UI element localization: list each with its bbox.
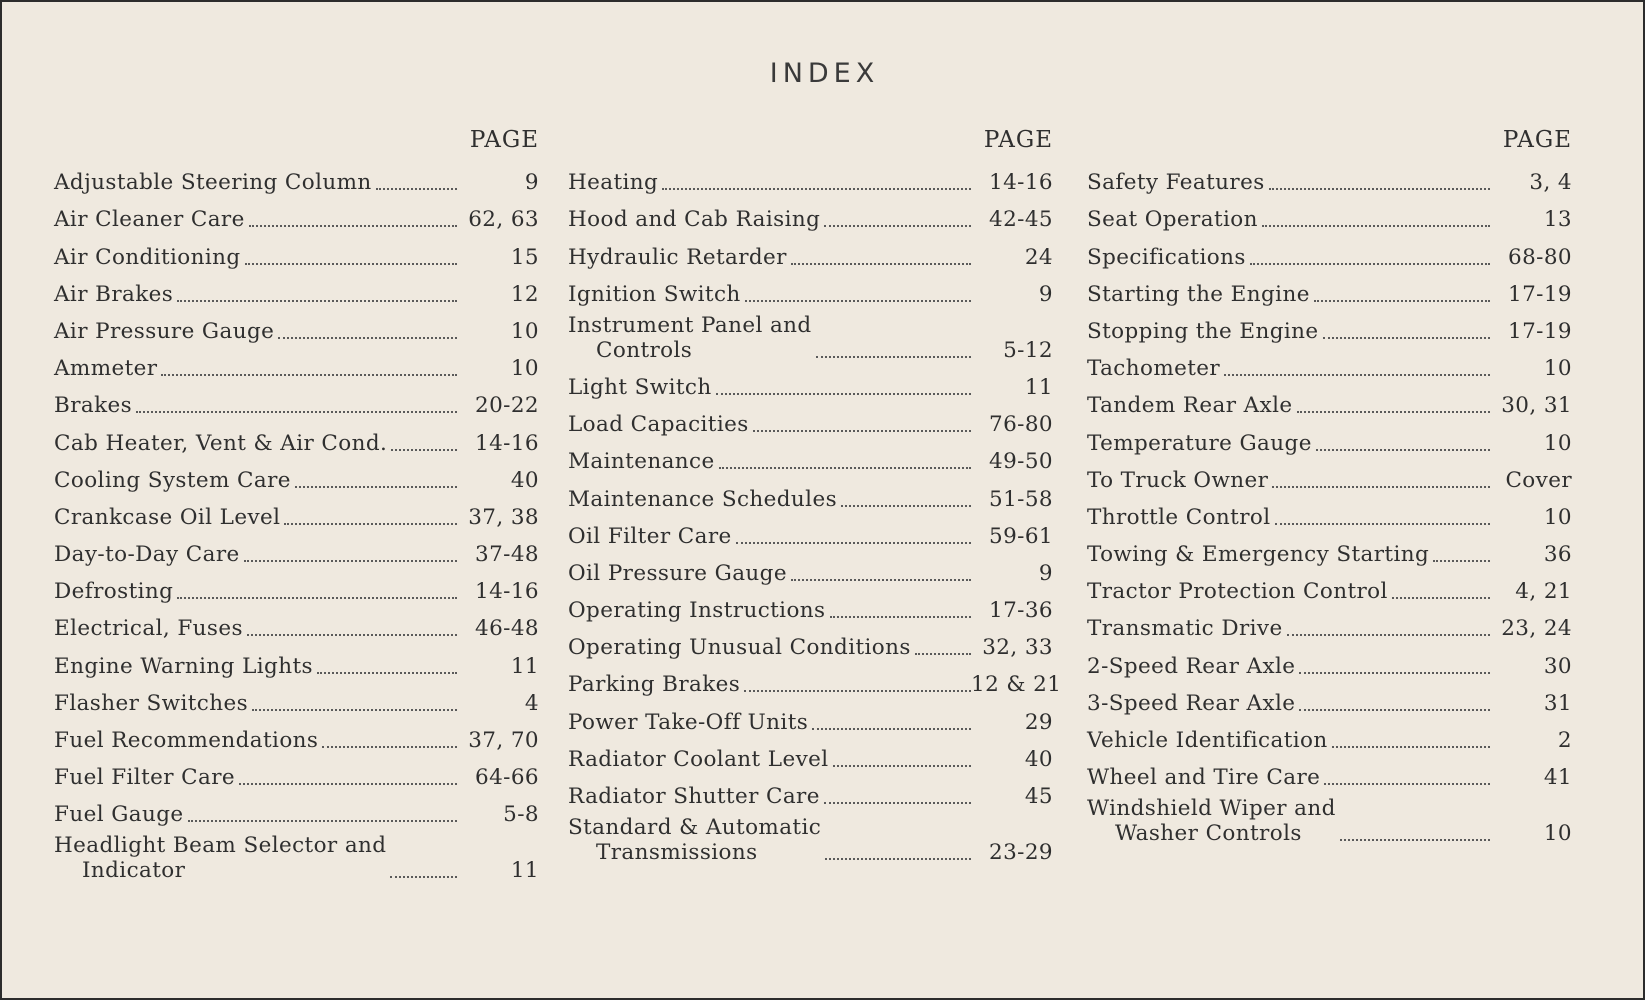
index-entry-page: 23-29: [989, 840, 1053, 865]
index-entry: [1087, 716, 1572, 753]
index-entry-text: [568, 245, 791, 270]
index-entry-text: [568, 170, 662, 195]
index-entry-title: Maintenance: [568, 449, 715, 475]
index-entry-title: Standard & Automatic: [568, 815, 822, 840]
index-entry-text: [1087, 691, 1299, 716]
dot-leader: [1269, 176, 1490, 190]
index-entry-page: 59-61: [989, 523, 1053, 549]
index-entry: [568, 735, 1053, 772]
dot-leader: [188, 808, 457, 822]
dot-leader: [1287, 622, 1490, 636]
index-entry: [568, 586, 1053, 623]
index-entry: [1087, 344, 1572, 381]
dot-leader: [830, 604, 972, 618]
index-entry-title: Transmatic Drive: [1087, 616, 1283, 642]
index-entry-text: [1087, 393, 1297, 418]
index-entry: [54, 530, 539, 567]
index-entry-text: [568, 747, 833, 772]
dot-leader: [841, 493, 971, 507]
index-entry-text: [1087, 207, 1262, 232]
index-entry: [568, 232, 1053, 269]
index-entry-page: 76-80: [989, 412, 1053, 438]
dot-leader: [1272, 474, 1490, 488]
index-entry-text: [1087, 579, 1392, 604]
index-entry-title: Wheel and Tire Care: [1087, 765, 1321, 791]
index-entry-title: Tachometer: [1087, 356, 1221, 382]
index-entry-title: Air Pressure Gauge: [54, 318, 275, 344]
index-column-3: [1087, 122, 1572, 846]
dot-leader: [317, 660, 457, 674]
page-column-header: PAGE: [1502, 127, 1572, 153]
index-entry: [54, 604, 539, 641]
index-entry-title: Light Switch: [568, 374, 712, 400]
index-entry: [568, 512, 1053, 549]
index-entry-title: Fuel Recommendations: [54, 728, 319, 753]
dot-leader: [1433, 548, 1490, 562]
index-entry-text: [1087, 282, 1314, 307]
index-entry-title: Heating: [568, 170, 659, 196]
dot-leader: [1332, 734, 1490, 748]
index-entry-title: Maintenance Schedules: [568, 486, 838, 512]
index-entry: [54, 641, 539, 678]
index-entry-title: Cab Heater, Vent & Air Cond.: [54, 430, 388, 456]
index-entry-page: 3, 4: [1529, 170, 1572, 196]
index-entry: [1087, 493, 1572, 530]
dot-leader: [249, 213, 457, 227]
index-entry: [54, 307, 539, 344]
index-entry-title: Tractor Protection Control: [1087, 579, 1388, 605]
index-entry: [568, 363, 1053, 400]
index-entry-text: [54, 765, 239, 790]
index-entry-page: 46-48: [475, 616, 539, 642]
dot-leader: [744, 678, 971, 692]
index-entry-title: Fuel Filter Care: [54, 765, 236, 791]
index-entry-page: 45: [1024, 784, 1053, 809]
index-entry-text: [54, 505, 284, 530]
index-entry-text: [54, 319, 278, 344]
index-entry-page: 17-19: [1508, 281, 1572, 307]
index-entry: [54, 381, 539, 418]
index-entry-title: Throttle Control: [1087, 504, 1271, 530]
index-entry-title: Headlight Beam Selector and: [54, 833, 387, 859]
index-entry-page: 68-80: [1508, 244, 1572, 270]
index-entry-page: 37-48: [475, 542, 539, 568]
index-entry-text: [568, 282, 745, 307]
index-entry: [54, 790, 539, 827]
index-entry-title: Seat Operation: [1087, 207, 1258, 233]
dot-leader: [1299, 660, 1490, 674]
index-entry-text: [568, 412, 753, 437]
index-entry-page: 13: [1543, 207, 1572, 233]
index-entry: [1087, 232, 1572, 269]
index-entry-page: 10: [1543, 821, 1572, 847]
index-entry: [568, 158, 1053, 195]
dot-leader: [295, 474, 457, 488]
index-entry-text: [568, 815, 825, 865]
index-entry: [54, 195, 539, 232]
index-entry: [1087, 195, 1572, 232]
index-entry: [54, 567, 539, 604]
index-entry: [568, 623, 1053, 660]
dot-leader: [1275, 511, 1490, 525]
index-entry-page: 2: [1557, 728, 1572, 753]
dot-leader: [322, 734, 457, 748]
index-entry: [1087, 418, 1572, 455]
index-entry-text: [54, 393, 136, 418]
index-entry-text: [568, 207, 824, 232]
index-entry-text: [1087, 319, 1323, 344]
index-entry-page: 37, 70: [468, 728, 539, 753]
index-entry-text: [54, 616, 247, 641]
page-column-header: PAGE: [983, 127, 1053, 153]
page-title: INDEX: [769, 58, 880, 89]
index-entry-title: Defrosting: [54, 579, 174, 605]
index-entry-text: [568, 672, 744, 697]
index-entry: [568, 549, 1053, 586]
dot-leader: [719, 455, 971, 469]
index-entry-text: [568, 710, 812, 735]
index-entry-title: Safety Features: [1087, 170, 1265, 196]
dot-leader: [716, 381, 971, 395]
dot-leader: [825, 846, 971, 860]
index-entry-text: [568, 487, 841, 512]
index-entry-title: Air Brakes: [54, 281, 174, 307]
index-entry-page: 23, 24: [1501, 616, 1572, 642]
index-entry: [54, 716, 539, 753]
index-entry-text: [54, 654, 317, 679]
index-entry-text: [568, 524, 736, 549]
page-column-header: PAGE: [469, 127, 539, 153]
index-entry-text: [54, 579, 177, 604]
index-entry-page: 51-58: [989, 486, 1053, 512]
index-entry-title: Power Take-Off Units: [568, 709, 809, 735]
index-entry: [1087, 158, 1572, 195]
index-entry-text: [54, 468, 295, 493]
index-entry: [54, 270, 539, 307]
index-entry-page: 30, 31: [1501, 393, 1572, 419]
index-entry-page: 4: [524, 690, 539, 716]
index-entry-text: [568, 598, 830, 623]
index-entry-page: 12 & 21: [971, 672, 1062, 698]
index-entry-title: Air Cleaner Care: [54, 207, 245, 233]
index-entry-page: 12: [510, 281, 539, 307]
index-entry: [1087, 456, 1572, 493]
dot-leader: [753, 418, 971, 432]
index-entry-text: [54, 282, 177, 307]
index-entry-title: Windshield Wiper and: [1087, 796, 1336, 822]
index-entry: [568, 195, 1053, 232]
index-entry: [1087, 307, 1572, 344]
index-entry-text: [1087, 765, 1324, 790]
index-entry-title: Crankcase Oil Level: [54, 504, 281, 530]
index-entry: [54, 753, 539, 790]
index-entry-text: [568, 561, 791, 586]
index-entry-page: 14-16: [475, 430, 539, 456]
index-entry-page: 11: [510, 858, 539, 884]
index-entry-text: [568, 635, 915, 660]
dot-leader: [1297, 399, 1490, 413]
dot-leader: [247, 622, 457, 636]
index-entry-page: 42-45: [989, 207, 1053, 233]
index-entry-text: [1087, 654, 1299, 679]
index-entry: [568, 270, 1053, 307]
index-entry-page: 17-36: [989, 598, 1053, 624]
dot-leader: [816, 344, 971, 358]
index-entry-title-continued: Transmissions: [596, 840, 758, 865]
index-entry-title: Air Conditioning: [54, 244, 241, 270]
index-entry: [54, 158, 539, 195]
dot-leader: [824, 213, 971, 227]
dot-leader: [177, 585, 457, 599]
index-entry-text: [1087, 468, 1272, 493]
index-entry-text: [54, 833, 390, 883]
dot-leader: [745, 288, 971, 302]
index-entry-title: Operating Instructions: [568, 598, 826, 624]
index-entry-title: Oil Pressure Gauge: [568, 560, 787, 586]
index-entry-title: Day-to-Day Care: [54, 542, 240, 568]
index-entry-title: Radiator Shutter Care: [568, 784, 820, 809]
index-entry-title: Temperature Gauge: [1087, 430, 1312, 456]
index-entry-page: 62, 63: [468, 207, 539, 233]
index-entry: [568, 809, 1053, 865]
dot-leader: [161, 362, 457, 376]
index-entry-title: Vehicle Identification: [1087, 728, 1328, 753]
dot-leader: [915, 641, 971, 655]
index-entry-title: Towing & Emergency Starting: [1087, 542, 1430, 568]
index-entry-title-continued: Controls: [596, 337, 693, 363]
dot-leader: [1340, 827, 1490, 841]
index-entry-text: [54, 207, 249, 232]
dot-leader: [824, 790, 971, 804]
index-entry: [568, 307, 1053, 363]
index-entry-text: [54, 802, 188, 827]
dot-leader: [278, 325, 457, 339]
index-entry: [54, 679, 539, 716]
index-entry-page: 4, 21: [1515, 579, 1572, 605]
index-entry: [54, 344, 539, 381]
index-entry-page: 64-66: [475, 765, 539, 791]
index-entry-title: Electrical, Fuses: [54, 616, 243, 642]
index-entry: [568, 660, 1062, 698]
index-entry: [1087, 679, 1572, 716]
index-entry-title: Ammeter: [54, 356, 158, 382]
index-entry: [1087, 641, 1572, 678]
index-entry-text: [568, 313, 816, 363]
index-entry-text: [568, 449, 719, 474]
index-entry-title: Hood and Cab Raising: [568, 207, 821, 233]
dot-leader: [812, 716, 971, 730]
index-entry-page: 40: [510, 467, 539, 493]
index-entry: [568, 474, 1053, 511]
index-entry: [1087, 567, 1572, 604]
dot-leader: [1323, 325, 1490, 339]
index-entries: [568, 158, 1062, 865]
index-entry-page: 41: [1543, 765, 1572, 791]
index-entry: [568, 400, 1053, 437]
index-entry-page: 9: [1038, 560, 1053, 586]
index-entry-page: 40: [1024, 746, 1053, 772]
dot-leader: [245, 251, 457, 265]
index-entry-page: 9: [1038, 281, 1053, 307]
dot-leader: [1314, 288, 1490, 302]
index-entry-title: 2-Speed Rear Axle: [1087, 653, 1296, 679]
index-entry: [54, 827, 539, 883]
dot-leader: [1299, 697, 1490, 711]
index-entry-title: Radiator Coolant Level: [568, 746, 829, 772]
index-entry-text: [1087, 170, 1269, 195]
index-entry-text: [1087, 542, 1433, 567]
index-entry: [1087, 790, 1572, 846]
index-entry-page: 31: [1543, 690, 1572, 716]
index-entry-title: To Truck Owner: [1087, 467, 1269, 493]
index-entry-title: Operating Unusual Conditions: [568, 635, 911, 661]
index-entry-text: [1087, 245, 1250, 270]
dot-leader: [252, 697, 457, 711]
index-entry-page: 10: [1543, 504, 1572, 530]
index-entry: [1087, 753, 1572, 790]
dot-leader: [391, 437, 457, 451]
index-entry: [54, 493, 539, 530]
index-entry-text: [54, 170, 376, 195]
dot-leader: [833, 753, 971, 767]
index-entry-title: Flasher Switches: [54, 690, 249, 716]
dot-leader: [177, 288, 457, 302]
index-entry-page: 15: [510, 244, 539, 270]
index-entry-text: [54, 356, 161, 381]
index-entry-page: 49-50: [989, 449, 1053, 475]
index-entry-text: [568, 784, 824, 809]
index-entry-page: 10: [510, 356, 539, 382]
index-entry-text: [54, 728, 322, 753]
index-entry-page: 32, 33: [982, 635, 1053, 661]
index-entry: [568, 772, 1053, 809]
index-entry-page: 17-19: [1508, 318, 1572, 344]
index-entry-text: [54, 431, 391, 456]
index-entry-title-continued: Washer Controls: [1115, 821, 1302, 847]
index-column-2: [568, 122, 1062, 865]
index-entry: [1087, 530, 1572, 567]
index-entry-title: Load Capacities: [568, 412, 749, 438]
index-entry-page: 10: [1543, 356, 1572, 382]
index-entry-page: 9: [524, 170, 539, 196]
dot-leader: [1262, 213, 1490, 227]
dot-leader: [1392, 585, 1490, 599]
index-entry-text: [54, 542, 244, 567]
index-entry: [1087, 270, 1572, 307]
dot-leader: [1316, 437, 1490, 451]
index-entry-title: Tandem Rear Axle: [1087, 393, 1293, 419]
index-entry: [1087, 604, 1572, 641]
index-entry-page: 14-16: [475, 579, 539, 605]
index-entry: [1087, 381, 1572, 418]
index-entry-page: 5-8: [503, 802, 539, 828]
dot-leader: [662, 176, 971, 190]
index-entry-title: Oil Filter Care: [568, 523, 732, 549]
dot-leader: [1224, 362, 1490, 376]
index-entry: [568, 697, 1053, 734]
dot-leader: [791, 251, 971, 265]
index-entry: [568, 437, 1053, 474]
index-entries: [54, 158, 539, 883]
index-entry-page: 37, 38: [468, 504, 539, 530]
dot-leader: [736, 530, 971, 544]
index-entry-title: Cooling System Care: [54, 467, 291, 493]
index-entry-page: 20-22: [475, 393, 539, 419]
dot-leader: [136, 399, 457, 413]
index-entry-title: Specifications: [1087, 244, 1246, 270]
index-entry-page: 11: [1024, 374, 1053, 400]
index-entry-title: Parking Brakes: [568, 672, 741, 698]
index-entry-title-continued: Indicator: [82, 858, 186, 884]
index-entry-page: 5-12: [1003, 337, 1053, 363]
index-entries: [1087, 158, 1572, 846]
dot-leader: [791, 567, 971, 581]
dot-leader: [284, 511, 457, 525]
index-entry-title: Adjustable Steering Column: [54, 170, 372, 196]
index-entry-page: 29: [1024, 709, 1053, 735]
dot-leader: [1250, 251, 1490, 265]
index-entry-title: Brakes: [54, 393, 133, 419]
index-entry-title: Engine Warning Lights: [54, 653, 313, 679]
index-entry-page: 24: [1024, 244, 1053, 270]
index-entry-page: 10: [510, 318, 539, 344]
index-entry-page: 30: [1543, 653, 1572, 679]
dot-leader: [239, 771, 457, 785]
index-entry-text: [1087, 505, 1275, 530]
index-entry-text: [1087, 356, 1224, 381]
index-entry-text: [1087, 728, 1332, 753]
index-entry-page: 11: [510, 653, 539, 679]
index-entry-page: 14-16: [989, 170, 1053, 196]
dot-leader: [244, 548, 457, 562]
index-entry-text: [1087, 616, 1287, 641]
index-column-1: [54, 122, 539, 883]
dot-leader: [376, 176, 457, 190]
index-entry: [54, 418, 539, 455]
index-entry-title: Instrument Panel and: [568, 312, 812, 338]
index-entry-page: 10: [1543, 430, 1572, 456]
index-entry-text: [1087, 796, 1340, 846]
index-entry-title: Starting the Engine: [1087, 281, 1310, 307]
index-entry-title: Ignition Switch: [568, 281, 741, 307]
index-entry-title: Hydraulic Retarder: [568, 244, 787, 270]
index-entry-text: [54, 691, 252, 716]
dot-leader: [1324, 771, 1490, 785]
index-entry-text: [54, 245, 245, 270]
dot-leader: [390, 864, 457, 878]
index-entry: [54, 456, 539, 493]
index-entry-page: Cover: [1505, 467, 1572, 493]
index-entry-title: 3-Speed Rear Axle: [1087, 690, 1296, 716]
index-entry-page: 36: [1543, 542, 1572, 568]
index-entry-text: [1087, 431, 1316, 456]
index-entry-title: Stopping the Engine: [1087, 318, 1319, 344]
index-entry-text: [568, 375, 716, 400]
index-entry-title: Fuel Gauge: [54, 802, 184, 828]
index-entry: [54, 232, 539, 269]
